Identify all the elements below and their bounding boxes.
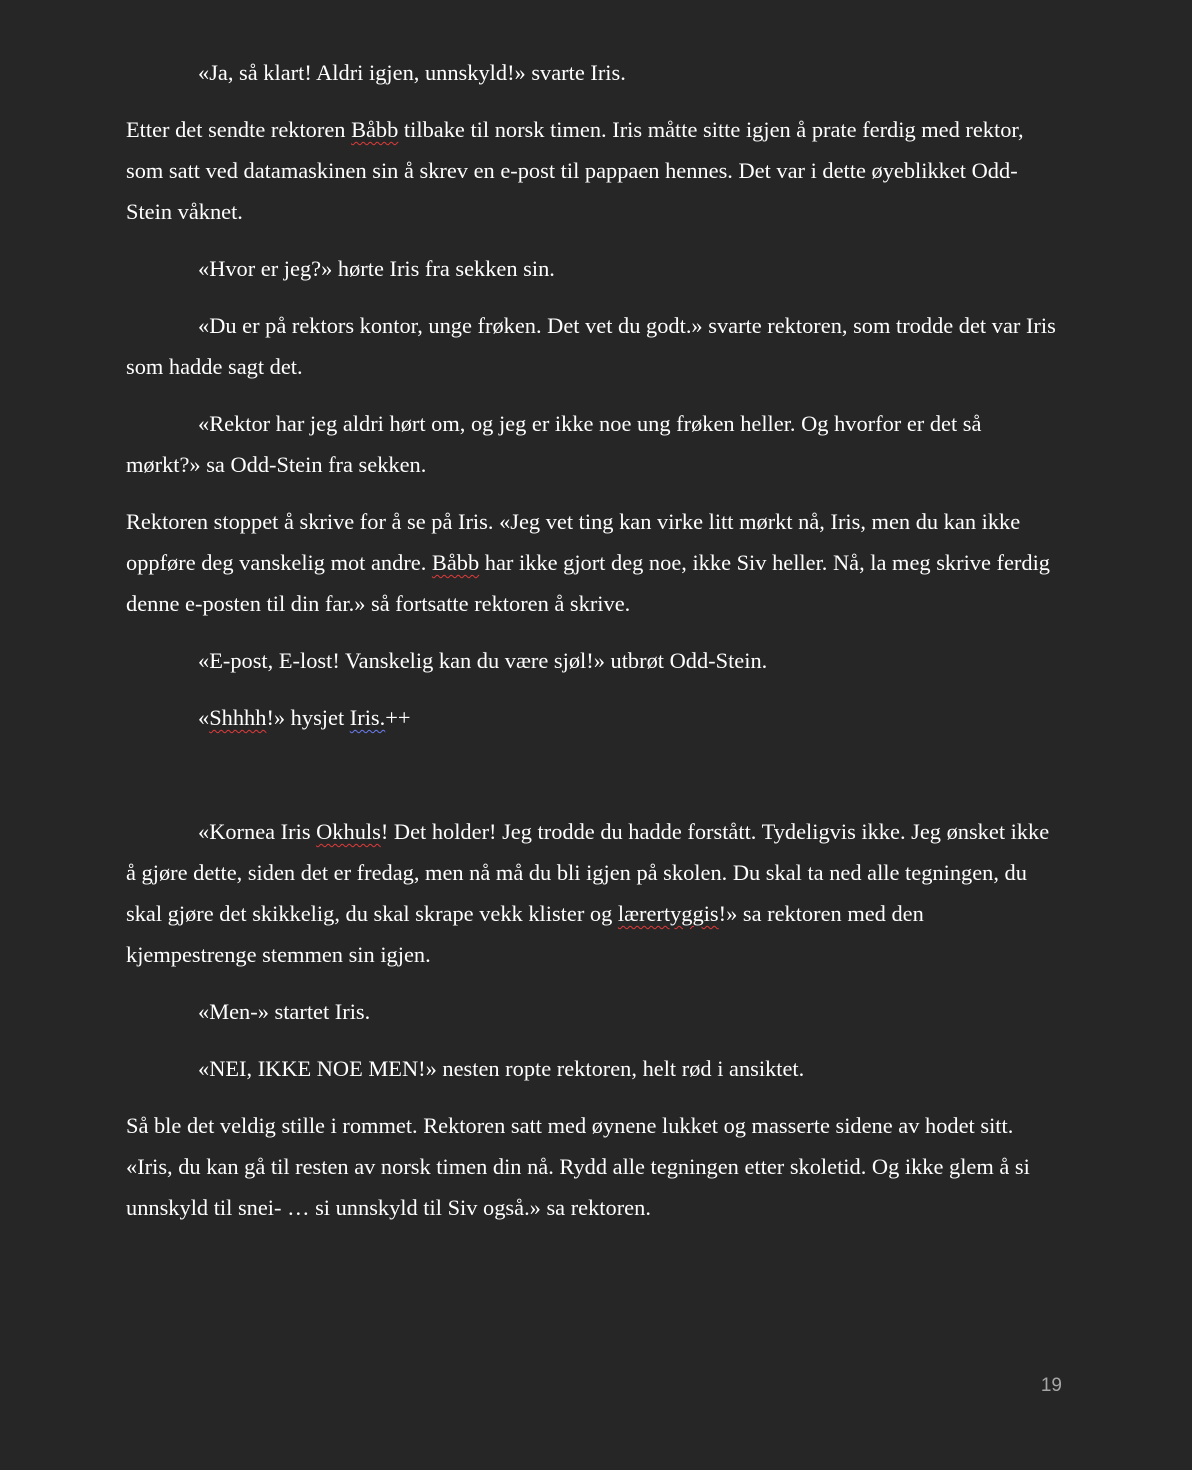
page-number: 19 — [1040, 1375, 1062, 1396]
spelling-error-word: Båbb — [351, 117, 399, 142]
text-run: !» sa rektoren med den kjempestrenge stemmen sin igjen. — [126, 901, 924, 967]
spelling-error-word: lærertyggis — [617, 901, 719, 926]
empty-paragraph — [126, 754, 1056, 811]
text-run: «Kornea Iris — [198, 819, 317, 844]
spelling-error-word: Båbb — [431, 550, 480, 575]
paragraph — [126, 305, 1056, 387]
text-run: tilbake til norsk timen. Iris måtte sitte igjen å prate ferdig med rektor, som satt ved datamaskinen sin å skrev en e-post til pappaen hennes. Det var i dette øyeblikket Odd-Stein våknet. — [126, 117, 1024, 224]
text-run: « — [198, 705, 210, 730]
document-body[interactable] — [126, 52, 1056, 1244]
spelling-error-word: Shhhh — [209, 705, 267, 730]
paragraph — [126, 501, 1056, 624]
paragraph — [126, 991, 1056, 1032]
spelling-error-word: Okhuls — [316, 819, 381, 844]
text-run: «Rektor har jeg aldri hørt om, og jeg er ikke noe ung frøken heller. Og hvorfor er det så mørkt?» sa Odd-Stein fra sekken. — [126, 411, 982, 477]
paragraph — [126, 52, 1056, 93]
text-run: Rektoren stoppet å skrive for å se på Iris. «Jeg vet ting kan virke litt mørkt nå, Iris, men du kan ikke oppføre deg vanskelig mot andre. — [126, 509, 1021, 575]
text-run: «Men-» startet Iris. — [198, 999, 371, 1024]
paragraph — [126, 109, 1056, 232]
paragraph — [126, 1105, 1056, 1228]
text-run: ! Det holder! Jeg trodde du hadde forstått. Tydeligvis ikke. Jeg ønsket ikke å gjøre dette, siden det er fredag, men nå må du bli igjen på skolen. Du skal ta ned alle tegningen, du skal gjøre det skikkelig, du skal skrape vekk klister og — [126, 819, 1050, 926]
text-run: har ikke gjort deg noe, ikke Siv heller. Nå, la meg skrive ferdig denne e-posten til din far.» så fortsatte rektoren å skrive. — [126, 550, 1050, 616]
text-run: «NEI, IKKE NOE MEN!» nesten ropte rektoren, helt rød i ansiktet. — [198, 1056, 805, 1081]
text-run: ++ — [385, 705, 411, 730]
text-run: «Hvor er jeg?» hørte Iris fra sekken sin. — [198, 256, 555, 281]
text-run: !» hysjet — [266, 705, 350, 730]
grammar-suggestion-word: Iris. — [349, 705, 386, 730]
paragraph — [126, 697, 1056, 738]
text-run: Etter det sendte rektoren — [126, 117, 352, 142]
paragraph — [126, 811, 1056, 975]
paragraph — [126, 640, 1056, 681]
text-run: «Ja, så klart! Aldri igjen, unnskyld!» svarte Iris. — [198, 60, 626, 85]
text-run: «Du er på rektors kontor, unge frøken. Det vet du godt.» svarte rektoren, som trodde det var Iris som hadde sagt det. — [126, 313, 1056, 379]
paragraph — [126, 248, 1056, 289]
paragraph — [126, 1048, 1056, 1089]
paragraph — [126, 403, 1056, 485]
text-run: «E-post, E-lost! Vanskelig kan du være sjøl!» utbrøt Odd-Stein. — [198, 648, 768, 673]
text-run: Så ble det veldig stille i rommet. Rektoren satt med øynene lukket og masserte sidene av hodet sitt. «Iris, du kan gå til resten av norsk timen din nå. Rydd alle tegningen etter skoletid. Og ikke glem å si unnskyld til snei- … si unnskyld til Siv også.» sa rektoren. — [126, 1113, 1030, 1220]
